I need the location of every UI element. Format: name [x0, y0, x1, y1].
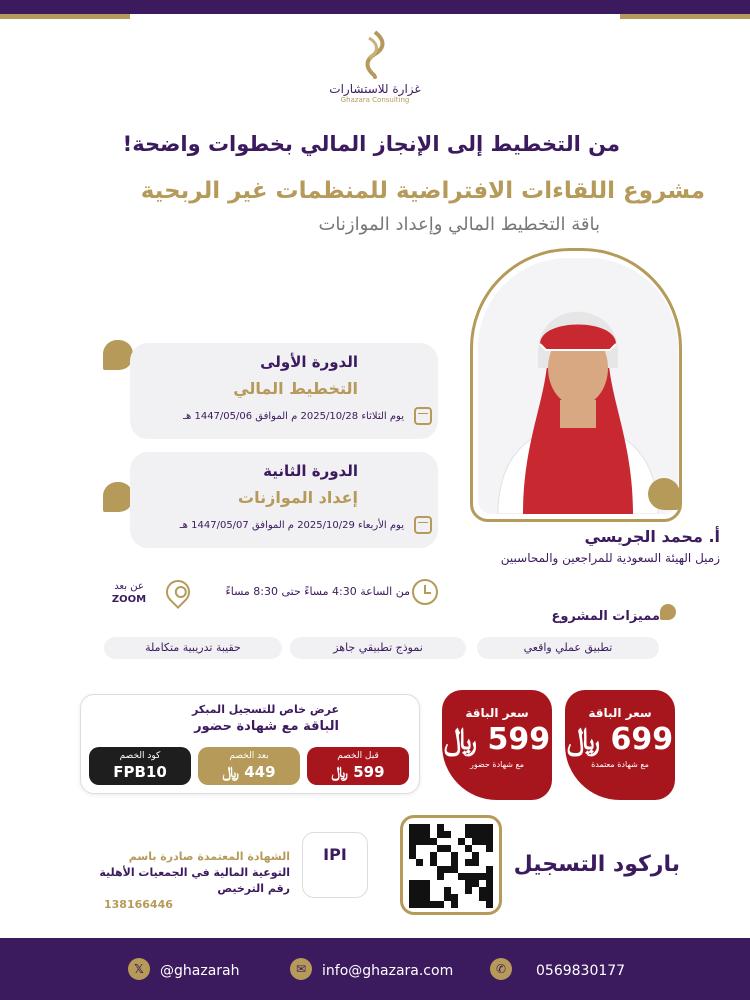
license-logo: [302, 832, 368, 898]
registration-qr-code[interactable]: [400, 815, 502, 915]
price-label: سعر الباقة: [588, 706, 652, 720]
logo-mark-icon: [355, 30, 395, 80]
brand-name-ar: غزارة للاستشارات: [329, 82, 421, 96]
price-amount: 599 ﷼: [443, 722, 551, 757]
top-accent-right: [620, 14, 750, 19]
course-date: يوم الثلاثاء 2025/10/28 م الموافق 1447/05/06 هـ: [183, 411, 404, 422]
course-name: إعداد الموازنات: [238, 488, 358, 507]
x-social-icon: 𝕏: [128, 958, 150, 980]
pill-label: قبل الخصم: [337, 751, 379, 761]
course-number: الدورة الثانية: [263, 462, 358, 480]
feature-chip: نموذج تطبيقي جاهز: [290, 637, 466, 659]
trainer-name: أ. محمد الجريسي: [584, 527, 720, 546]
price-note: مع شهادة معتمدة: [591, 760, 649, 769]
phone-icon: ✆: [490, 958, 512, 980]
qr-code-icon: [409, 824, 493, 908]
email-address[interactable]: info@ghazara.com: [322, 963, 454, 979]
pill-label: بعد الخصم: [229, 751, 269, 761]
price-after-discount: [198, 747, 300, 785]
top-accent-left: [0, 14, 130, 19]
price-note: مع شهادة حضور: [469, 760, 525, 769]
course-card-2: [130, 452, 438, 548]
delivery-mode: [104, 580, 154, 606]
headline: من التخطيط إلى الإنجاز المالي بخطوات واضحة!: [122, 132, 620, 156]
social-handle[interactable]: @ghazarah: [160, 963, 240, 979]
top-bar: [0, 0, 750, 14]
contact-footer: [0, 938, 750, 1000]
pill-value: 449 ﷼: [222, 763, 276, 781]
price-badge-certified: [565, 690, 675, 800]
features-title: مميزات المشروع: [551, 609, 660, 624]
price-label: سعر الباقة: [465, 706, 529, 720]
phone-number[interactable]: 0569830177: [536, 963, 626, 979]
registration-qr-label: باركود التسجيل: [513, 852, 680, 877]
photo-accent: [648, 478, 680, 510]
platform-label: ZOOM: [111, 594, 147, 605]
photo-frame: [470, 248, 682, 522]
project-title: مشروع اللقاءات الافتراضية للمنظمات غير الربحية: [140, 178, 705, 204]
course-number: الدورة الأولى: [260, 353, 358, 371]
license-number: 138166446: [104, 898, 173, 911]
certificate-line-3: رقم الترخيص: [217, 882, 290, 895]
mode-label: عن بعد: [114, 581, 144, 592]
price-before-discount: [307, 747, 409, 785]
brand-name-en: Ghazara Consulting: [340, 96, 410, 104]
price-amount: 699 ﷼: [566, 722, 674, 757]
calendar-icon: [414, 407, 432, 425]
pill-value: FPB10: [113, 763, 167, 781]
certificate-line-1: الشهادة المعتمدة صادرة باسم: [128, 850, 290, 863]
email-icon: ✉: [290, 958, 312, 980]
features-accent: [660, 604, 676, 620]
license-logo-text: IPI: [323, 845, 347, 864]
course-card-1: [130, 343, 438, 439]
feature-chip: حقيبة تدريبية متكاملة: [104, 637, 282, 659]
pill-value: 599 ﷼: [331, 763, 385, 781]
feature-chip: تطبيق عملي واقعي: [477, 637, 659, 659]
brand-logo: [320, 30, 430, 110]
offer-title: عرض خاص للتسجيل المبكر: [191, 703, 339, 716]
package-title: باقة التخطيط المالي وإعداد الموازنات: [318, 214, 600, 235]
clock-icon: [412, 579, 438, 605]
certificate-line-2: التوعية المالية في الجمعيات الأهلية: [99, 866, 290, 879]
price-badge-attendance: [442, 690, 552, 800]
course-accent: [103, 340, 133, 370]
calendar-icon: [414, 516, 432, 534]
offer-subtitle: الباقة مع شهادة حضور: [194, 719, 339, 734]
course-date: يوم الأربعاء 2025/10/29 م الموافق 1447/05/07 هـ: [179, 520, 404, 531]
course-name: التخطيط المالي: [233, 379, 358, 398]
trainer-title: زميل الهيئة السعودية للمراجعين والمحاسبين: [500, 551, 720, 565]
early-offer-box: [80, 694, 420, 794]
session-time: من الساعة 4:30 مساءً حتى 8:30 مساءً: [225, 585, 410, 598]
pill-label: كود الخصم: [119, 751, 161, 761]
discount-code: [89, 747, 191, 785]
course-accent: [103, 482, 133, 512]
location-pin-icon: [161, 575, 195, 609]
